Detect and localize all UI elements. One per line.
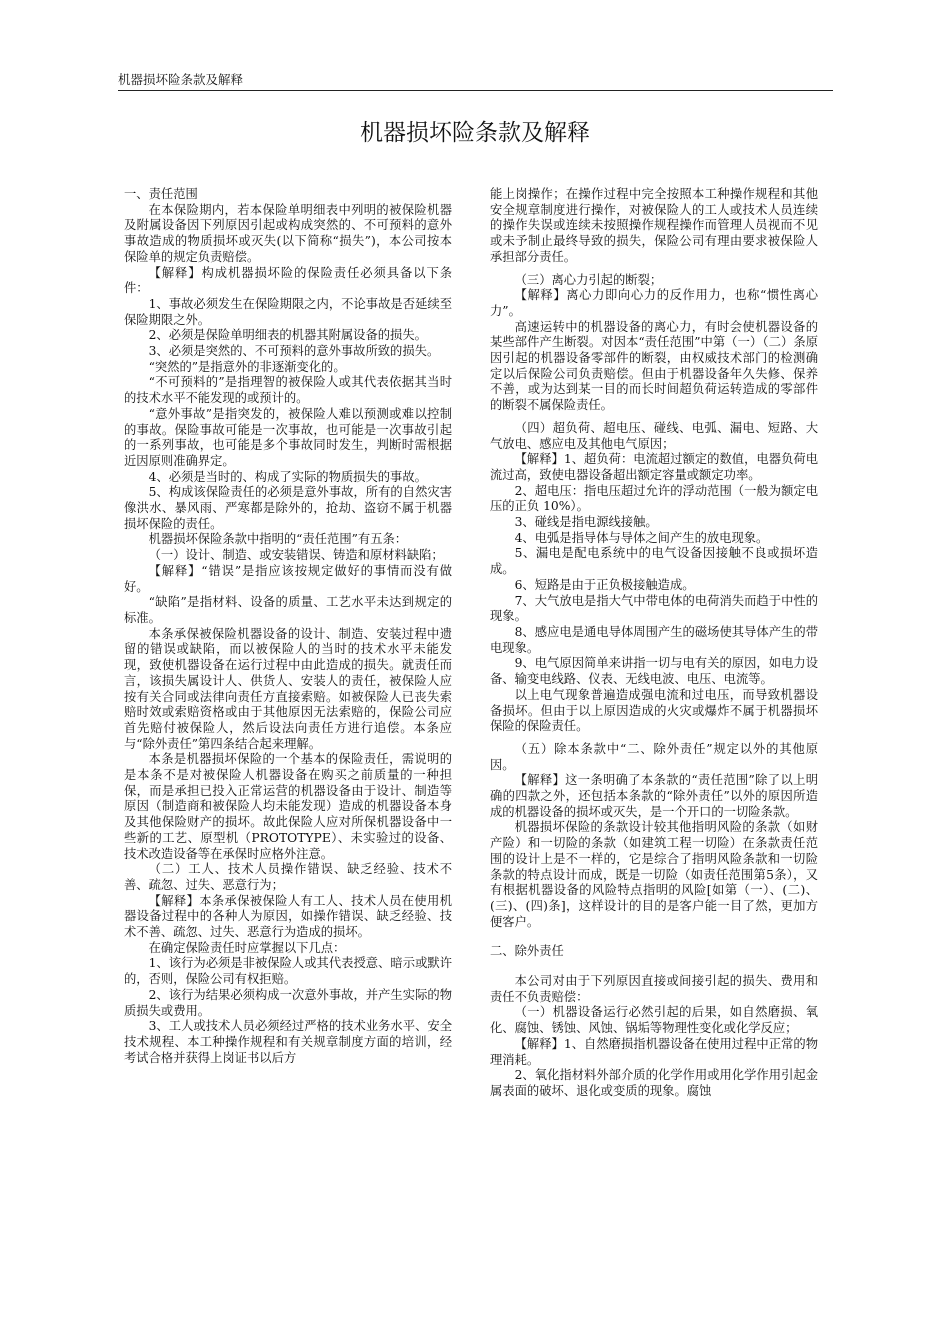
paragraph: “缺陷”是指材料、设备的质量、工艺水平未达到规定的标准。 — [124, 595, 452, 625]
paragraph: 2、必须是保险单明细表的机器其附属设备的损失。 — [148, 328, 427, 343]
paragraph: 1、该行为必须是非被保险人或其代表授意、暗示或默许的，否则，保险公司有权拒赔。 — [124, 956, 452, 987]
paragraph: 本条是机器损坏保险的一个基本的保险责任，需说明的是本条不是对被保险人机器设备在购买之前质量的一种担保，而是承担已投入正常运营的机器设备由于设计、制造等原因（制造商和被保险人均未能发现）造成的机器设备本身及其他保险财产的损坏。故此保险人应对所保机器设备中一些新的工艺、原型机（PROTOTYPE）、未实验过的设备、技术改造设备等在承保时应格外注意。 — [124, 752, 452, 861]
paragraph: 【解释】“错误”是指应该按规定做好的事情而没有做好。 — [124, 563, 452, 594]
paragraph: 3、碰线是指电源线接触。 — [514, 515, 658, 530]
paragraph: “不可预料的”是指理智的被保险人或其代表依据其当时的技术水平不能发现的或预计的。 — [124, 375, 452, 406]
paragraph: 【解释】1、自然磨损指机器设备在使用过程中正常的物理消耗。 — [490, 1036, 818, 1067]
paragraph: 机器损坏保险条款中指明的“责任范围”有五条： — [148, 532, 408, 547]
paragraph: 9、电气原因简单来讲指一切与电有关的原因，如电力设备、输变电线路、仪表、无线电波、电压、电流等。 — [490, 656, 818, 687]
paragraph: 能上岗操作；在操作过程中完全按照本工种操作规程和其他安全规章制度进行操作，对被保险人的工人或技术人员连续的操作失误或连续未按照操作规程操作而管理人员视而不见或未予制止最终导致的损失，保险公司有理由要求被保险人承担部分责任。 — [490, 187, 818, 264]
paragraph: （五）除本条款中“二、除外责任”规定以外的其他原因。 — [490, 741, 818, 772]
paragraph: 3、必须是突然的、不可预料的意外事故所致的损失。 — [148, 344, 440, 359]
paragraph: 1、事故必须发生在保险期限之内，不论事故是否延续至保险期限之外。 — [124, 296, 452, 327]
paragraph: 2、氧化指材料外部介质的化学作用或用化学作用引起金属表面的破坏、退化或变质的现象。腐蚀 — [490, 1068, 818, 1098]
paragraph: “突然的”是指意外的非逐渐变化的。 — [148, 359, 346, 374]
paragraph: 在确定保险责任时应掌握以下几点： — [148, 940, 346, 955]
paragraph: 在本保险期内，若本保险单明细表中列明的被保险机器及附属设备因下列原因引起或构成突然的、不可预料的意外事故造成的物质损坏或灭失(以下简称“损失”)，本公司按本保险单的规定负责赔偿。 — [124, 202, 452, 264]
paragraph: （一）机器设备运行必然引起的后果，如自然磨损、氧化、腐蚀、锈蚀、风蚀、锅垢等物理性变化或化学反应； — [490, 1005, 818, 1036]
page-title: 机器损坏险条款及解释 — [360, 120, 590, 146]
paragraph: 机器损坏保险的条款设计较其他指明风险的条款（如财产险）和一切险的条款（如建筑工程一切险）在条款责任范围的设计上是不一样的，它是综合了指明风险条款和一切险条款的特点设计而成，既是一切险（如责任范围第5条），又有根据机器设备的风险特点指明的风险[如第（一）、(二)、(三)、(四)条]，这样设计的目的是客户能一目了然，更加方便客户。 — [490, 820, 818, 929]
paragraph: “意外事故”是指突发的，被保险人难以预测或难以控制的事故。保险事故可能是一次事故，也可能是一次事故引起的一系列事故，也可能是多个事故同时发生，判断时需根据近因原则准确界定。 — [124, 406, 452, 468]
paragraph: 以上电气现象普遍造成强电流和过电压，而导致机器设备损坏。但由于以上原因造成的火灾或爆炸不属于机器损坏保险的保险责任。 — [490, 687, 818, 734]
paragraph: 5、构成该保险责任的必须是意外事故，所有的自然灾害像洪水、暴风雨、严寒都是除外的，抢劫、盗窃不属于机器损坏保险的责任。 — [124, 485, 452, 531]
paragraph: 3、工人或技术人员必须经过严格的技术业务水平、安全技术规程、本工种操作规程和有关规章制度方面的培训，经考试合格并获得上岗证书以后方 — [124, 1019, 452, 1065]
left-column — [124, 187, 452, 1066]
paragraph: 6、短路是由于正负极接触造成。 — [514, 577, 695, 592]
paragraph: （一）设计、制造、或安装错误、铸造和原材料缺陷； — [148, 548, 444, 563]
paragraph: 【解释】离心力即向心力的反作用力，也称“惯性离心力”。 — [490, 288, 818, 318]
paragraph: 一、责任范围 — [124, 187, 198, 201]
paragraph: 本公司对由于下列原因直接或间接引起的损失、费用和责任不负责赔偿： — [490, 974, 818, 1004]
paragraph: 二、除外责任 — [490, 944, 564, 959]
right-column — [490, 187, 818, 1100]
paragraph: （二）工人、技术人员操作错误、缺乏经验、技术不善、疏忽、过失、恶意行为； — [124, 862, 452, 892]
paragraph: 4、电弧是指导体与导体之间产生的放电现象。 — [514, 530, 769, 545]
paragraph: 2、超电压：指电压超过允许的浮动范围（一般为额定电压的正负 10%）。 — [490, 483, 818, 514]
paragraph: （四）超负荷、超电压、碰线、电弧、漏电、短路、大气放电、感应电及其他电气原因； — [490, 420, 818, 451]
paragraph: 【解释】本条承保被保险人有工人、技术人员在使用机器设备过程中的各种人为原因，如操作错误、缺乏经验、技术不善、疏忽、过失、恶意行为造成的损坏。 — [124, 893, 452, 940]
paragraph: （三）离心力引起的断裂； — [514, 272, 663, 287]
paragraph: 8、感应电是通电导体周围产生的磁场使其导体产生的带电现象。 — [490, 624, 818, 655]
paragraph: 【解释】构成机器损坏险的保险责任必须具备以下条件： — [124, 265, 452, 296]
paragraph: 2、该行为结果必须构成一次意外事故，并产生实际的物质损失或费用。 — [124, 987, 452, 1018]
running-header — [118, 72, 833, 91]
paragraph: 5、漏电是配电系统中的电气设备因接触不良或损坏造成。 — [490, 546, 818, 577]
paragraph: 本条承保被保险机器设备的设计、制造、安装过程中遗留的错误或缺陷，而以被保险人的当时的技术水平未能发现，致使机器设备在运行过程中由此造成的损失。就责任而言，该损失属设计人、供货人、安装人的责任，被保险人应按有关合同或法律向责任方直接索赔。如被保险人已丧失索赔时效或索赔资格或由于其他原因无法索赔的，保险公司应首先赔付被保险人，然后设法向责任方进行追偿。本条应与“除外责任”第四条结合起来理解。 — [124, 626, 452, 751]
paragraph: 高速运转中的机器设备的离心力，有时会使机器设备的某些部件产生断裂。对因本“责任范围”中第（一）（二）条原因引起的机器设备零部件的断裂，由权威技术部门的检测确定以后保险公司负责赔偿。但由于机器设备年久失修、保养不善，或为达到某一目的而长时间超负荷运转造成的零部件的断裂不属保险责任。 — [490, 319, 818, 413]
paragraph: 【解释】1、超负荷：电流超过额定的数值，电器负荷电流过高，致使电器设备超出额定容量或额定功率。 — [490, 452, 818, 482]
paragraph: 【解释】这一条明确了本条款的“责任范围”除了以上明确的四款之外，还包括本条款的“除外责任”以外的原因所造成的机器设备的损坏或灭失，是一个开口的一切险条款。 — [490, 773, 818, 819]
running-title: 机器损坏险条款及解释 — [118, 72, 244, 87]
paragraph: 7、大气放电是指大气中带电体的电荷消失而趋于中性的现象。 — [490, 593, 818, 624]
paragraph: 4、必须是当时的、构成了实际的物质损失的事故。 — [148, 469, 427, 484]
